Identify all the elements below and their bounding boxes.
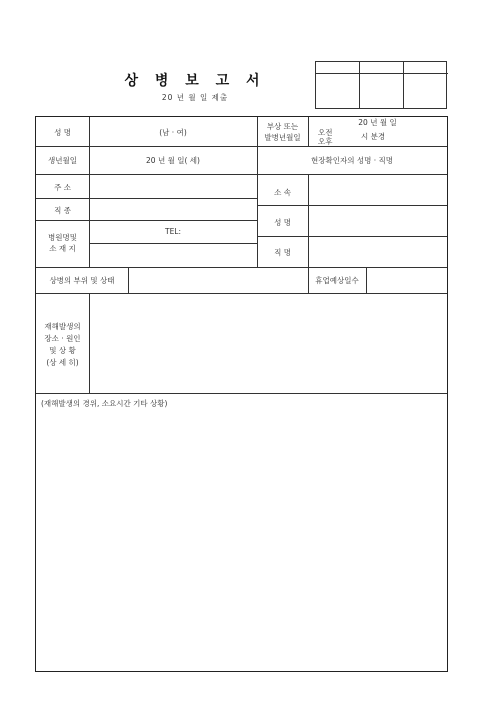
birth-label: 생년월일 <box>48 156 77 165</box>
gender-field[interactable]: (남 · 여) <box>159 128 187 137</box>
injury-time-field[interactable]: 시 분경 <box>361 132 386 141</box>
injury-date-label: 부상 또는 <box>266 122 299 131</box>
witness-label: 현장확인자의 성명 · 직명 <box>311 156 393 165</box>
col-divider <box>89 174 90 267</box>
approval-box <box>315 61 447 109</box>
row-divider <box>36 220 257 221</box>
approval-cell <box>316 74 360 108</box>
row-divider <box>257 205 447 206</box>
tel-label: TEL: <box>164 227 182 236</box>
row-divider <box>36 146 447 147</box>
col-divider <box>128 267 129 293</box>
row-divider <box>36 267 447 268</box>
pm-option[interactable]: 오후 <box>318 137 333 146</box>
approval-cell <box>404 62 448 74</box>
row-divider <box>36 174 447 175</box>
accident-label: 장소 · 원인 <box>44 334 81 343</box>
birth-field[interactable]: 20 년 월 일( 세) <box>146 156 200 165</box>
col-divider <box>308 174 309 267</box>
row-divider <box>257 236 447 237</box>
approval-cell <box>360 62 404 74</box>
accident-label: 재해발생의 <box>44 322 81 331</box>
report-form <box>35 116 448 672</box>
injury-date-label: 발병년월일 <box>264 133 301 142</box>
col-divider <box>366 267 367 293</box>
row-divider <box>36 198 257 199</box>
job-label: 직 종 <box>54 206 71 215</box>
row-divider <box>36 293 447 294</box>
approval-cell <box>404 74 448 108</box>
submission-date-line: 20 년 월 일 제출 <box>161 93 229 102</box>
hospital-label: 병원명및 <box>48 233 77 242</box>
row-divider <box>89 243 257 244</box>
affiliation-label: 소 속 <box>274 188 291 197</box>
accident-label: 및 상 황 <box>49 346 76 355</box>
approval-cell <box>360 74 404 108</box>
injury-part-label: 상병의 부위 및 상태 <box>49 276 115 285</box>
leave-days-label: 휴업예상일수 <box>315 276 359 285</box>
accident-label: (상 세 히) <box>46 358 79 367</box>
approval-cell <box>316 62 360 74</box>
name-label: 성 명 <box>54 128 71 137</box>
col-divider <box>89 293 90 393</box>
row-divider <box>36 393 447 394</box>
injury-date-field[interactable]: 20 년 월 일 <box>358 118 397 127</box>
witness-title-label: 직 명 <box>274 248 291 257</box>
address-label: 주 소 <box>54 183 71 192</box>
process-label: (재해발생의 경위, 소요시간 기타 상황) <box>41 399 168 408</box>
hospital-label: 소 재 지 <box>49 244 76 253</box>
witness-name-label: 성 명 <box>274 218 291 227</box>
am-option[interactable]: 오전 <box>318 128 333 137</box>
document-title: 상 병 보 고 서 <box>124 73 266 89</box>
